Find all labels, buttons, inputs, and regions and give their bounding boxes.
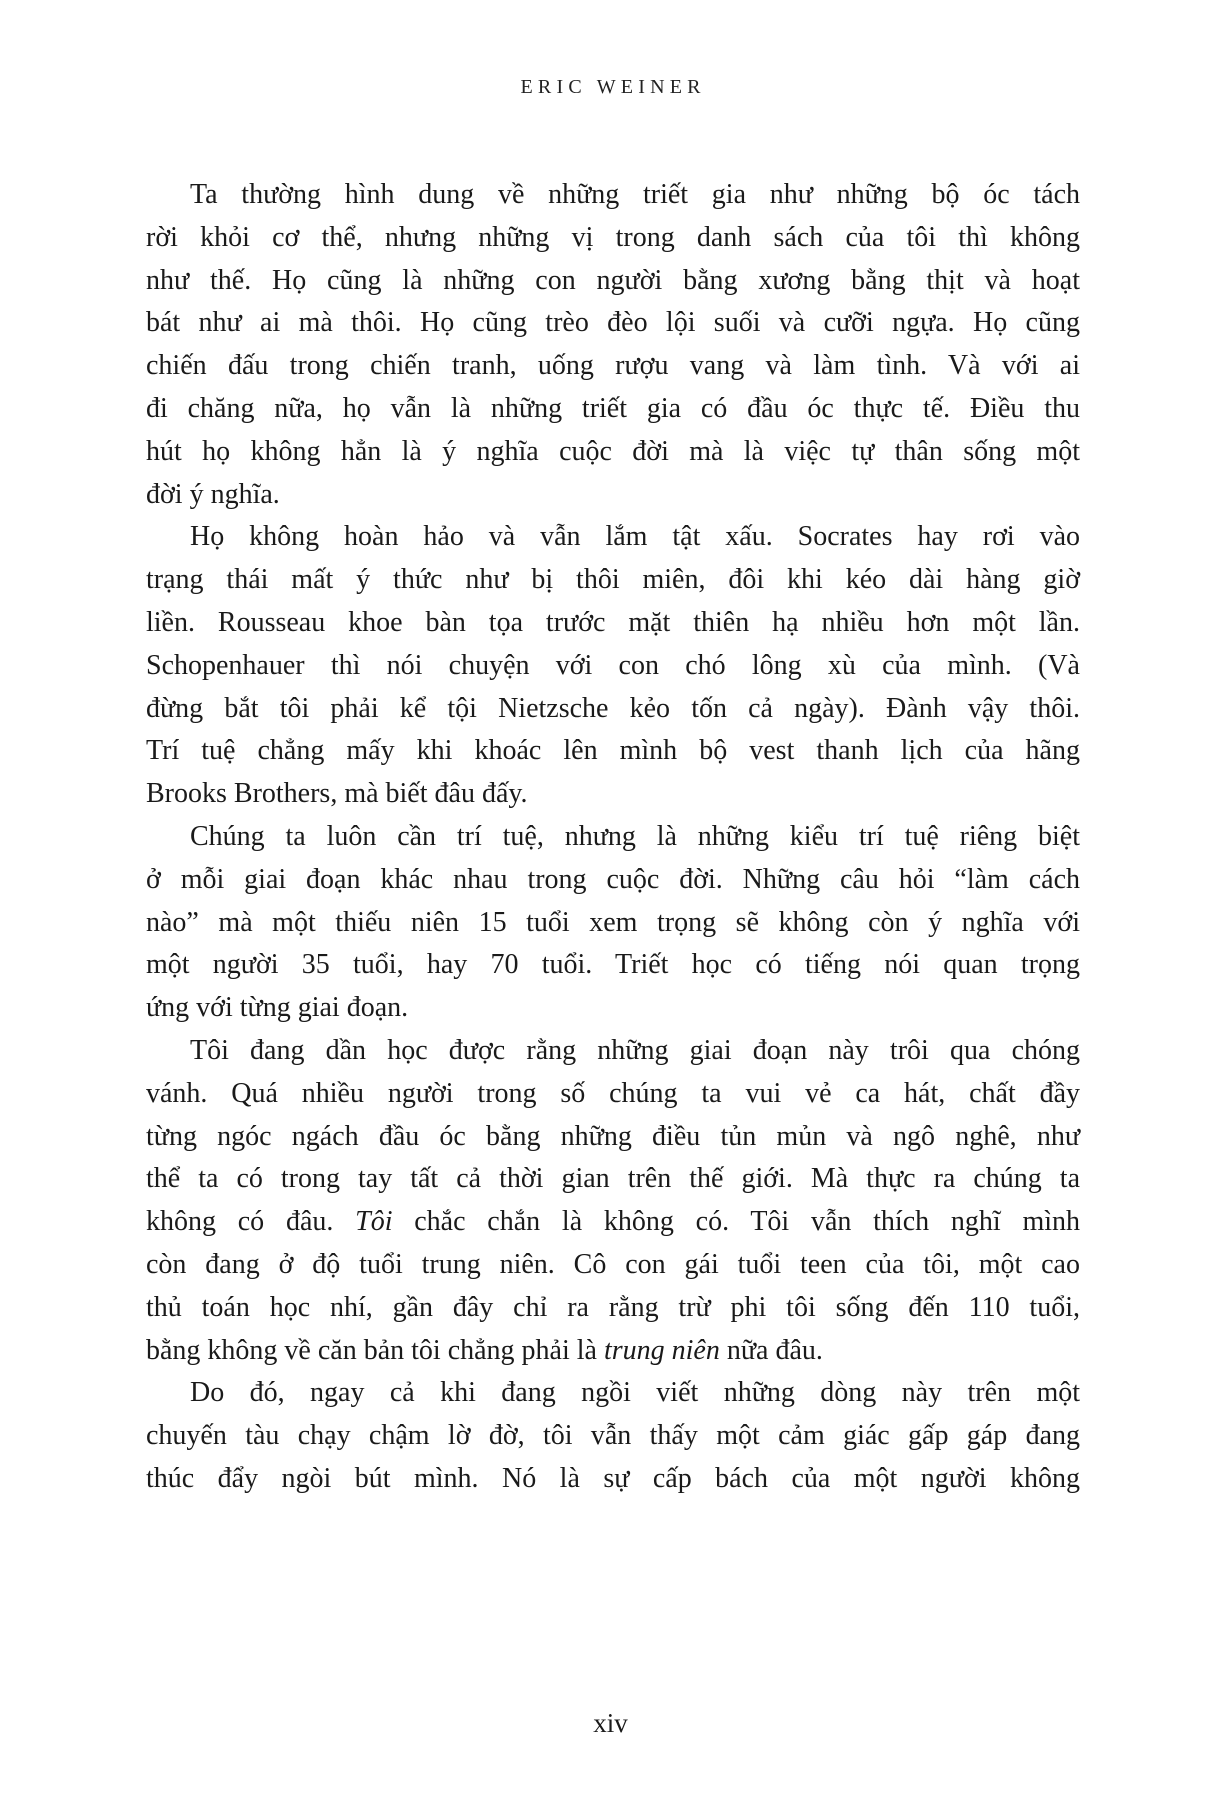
body-text bbox=[146, 174, 1080, 1501]
text-run: ở mỗi giai đoạn khác nhau trong cuộc đời. Những câu hỏi “làm cách bbox=[146, 863, 1080, 895]
text-line bbox=[146, 730, 1080, 773]
text-line bbox=[146, 902, 1080, 945]
text-line bbox=[146, 944, 1080, 987]
text-run: từng ngóc ngách đầu óc bằng những điều tủn mủn và ngô nghê, như bbox=[146, 1120, 1080, 1152]
text-run: thể ta có trong tay tất cả thời gian trên thế giới. Mà thực ra chúng ta bbox=[146, 1163, 1080, 1195]
text-line bbox=[146, 559, 1080, 602]
text-line bbox=[146, 516, 1080, 559]
text-run: vánh. Quá nhiều người trong số chúng ta vui vẻ ca hát, chất đầy bbox=[146, 1077, 1080, 1109]
text-run: còn đang ở độ tuổi trung niên. Cô con gái tuổi teen của tôi, một cao bbox=[146, 1248, 1080, 1280]
text-run: Brooks Brothers, mà biết đâu đấy. bbox=[146, 778, 528, 810]
text-line bbox=[146, 1201, 1080, 1244]
text-run: Ta thường hình dung về những triết gia như những bộ óc tách bbox=[190, 179, 1080, 210]
text-run: Chúng ta luôn cần trí tuệ, nhưng là những kiểu trí tuệ riêng biệt bbox=[190, 820, 1080, 852]
text-line bbox=[146, 645, 1080, 688]
text-line bbox=[146, 859, 1080, 902]
text-run: Schopenhauer thì nói chuyện với con chó lông xù của mình. (Và bbox=[146, 649, 1080, 681]
italic-text-run: Tôi bbox=[355, 1206, 393, 1238]
text-run: bằng không về căn bản tôi chẳng phải là bbox=[146, 1334, 604, 1366]
running-header: ERIC WEINER bbox=[520, 76, 706, 98]
text-line bbox=[146, 1244, 1080, 1287]
text-run: liền. Rousseau khoe bàn tọa trước mặt thiên hạ nhiều hơn một lần. bbox=[146, 606, 1080, 638]
text-line bbox=[146, 1458, 1080, 1501]
text-line bbox=[146, 388, 1080, 431]
text-line bbox=[146, 431, 1080, 474]
text-line bbox=[146, 217, 1080, 260]
text-run: chắc chắn là không có. Tôi vẫn thích nghĩ mình bbox=[392, 1206, 1080, 1238]
text-run: ứng với từng giai đoạn. bbox=[146, 992, 409, 1024]
text-run: nào” mà một thiếu niên 15 tuổi xem trọng sẽ không còn ý nghĩa với bbox=[146, 906, 1080, 938]
text-run: chiến đấu trong chiến tranh, uống rượu vang và làm tình. Và với ai bbox=[146, 350, 1080, 382]
text-line bbox=[146, 1415, 1080, 1458]
text-line bbox=[146, 688, 1080, 731]
text-line bbox=[146, 773, 1080, 816]
text-run: nữa đâu. bbox=[719, 1334, 823, 1366]
text-run: Tôi đang dần học được rằng những giai đoạn này trôi qua chóng bbox=[190, 1034, 1080, 1066]
text-line bbox=[146, 260, 1080, 303]
text-run: rời khỏi cơ thể, nhưng những vị trong danh sách của tôi thì không bbox=[146, 221, 1080, 253]
page-number: xiv bbox=[593, 1708, 628, 1738]
text-line bbox=[146, 174, 1080, 217]
text-line bbox=[146, 1073, 1080, 1116]
text-line bbox=[146, 602, 1080, 645]
text-run: không có đâu. bbox=[146, 1206, 356, 1238]
text-run: Trí tuệ chẳng mấy khi khoác lên mình bộ vest thanh lịch của hãng bbox=[146, 735, 1080, 767]
text-run: trạng thái mất ý thức như bị thôi miên, đôi khi kéo dài hàng giờ bbox=[146, 564, 1080, 596]
text-line bbox=[146, 1287, 1080, 1330]
text-run: hút họ không hẳn là ý nghĩa cuộc đời mà là việc tự thân sống một bbox=[146, 435, 1080, 467]
text-line bbox=[146, 345, 1080, 388]
text-line bbox=[146, 1330, 1080, 1373]
text-line bbox=[146, 816, 1080, 859]
text-line bbox=[146, 302, 1080, 345]
text-run: thủ toán học nhí, gần đây chỉ ra rằng trừ phi tôi sống đến 110 tuổi, bbox=[146, 1291, 1080, 1323]
text-run: Do đó, ngay cả khi đang ngồi viết những dòng này trên một bbox=[190, 1377, 1080, 1409]
text-run: như thế. Họ cũng là những con người bằng xương bằng thịt và hoạt bbox=[146, 264, 1080, 296]
text-line bbox=[146, 987, 1080, 1030]
text-line bbox=[146, 1372, 1080, 1415]
text-line bbox=[146, 1158, 1080, 1201]
text-run: bát như ai mà thôi. Họ cũng trèo đèo lội suối và cưỡi ngựa. Họ cũng bbox=[146, 307, 1080, 339]
text-line bbox=[146, 474, 1080, 517]
text-run: Họ không hoàn hảo và vẫn lắm tật xấu. Socrates hay rơi vào bbox=[190, 521, 1080, 553]
text-run: một người 35 tuổi, hay 70 tuổi. Triết học có tiếng nói quan trọng bbox=[146, 949, 1080, 981]
text-run: thúc đẩy ngòi bút mình. Nó là sự cấp bách của một người không bbox=[146, 1462, 1080, 1494]
text-line bbox=[146, 1030, 1080, 1073]
text-line bbox=[146, 1116, 1080, 1159]
text-run: chuyến tàu chạy chậm lờ đờ, tôi vẫn thấy một cảm giác gấp gáp đang bbox=[146, 1420, 1080, 1452]
text-run: đừng bắt tôi phải kể tội Nietzsche kẻo tốn cả ngày). Đành vậy thôi. bbox=[146, 692, 1080, 724]
italic-text-run: trung niên bbox=[603, 1334, 720, 1366]
text-run: đời ý nghĩa. bbox=[146, 478, 280, 510]
text-run: đi chăng nữa, họ vẫn là những triết gia có đầu óc thực tế. Điều thu bbox=[146, 392, 1080, 424]
